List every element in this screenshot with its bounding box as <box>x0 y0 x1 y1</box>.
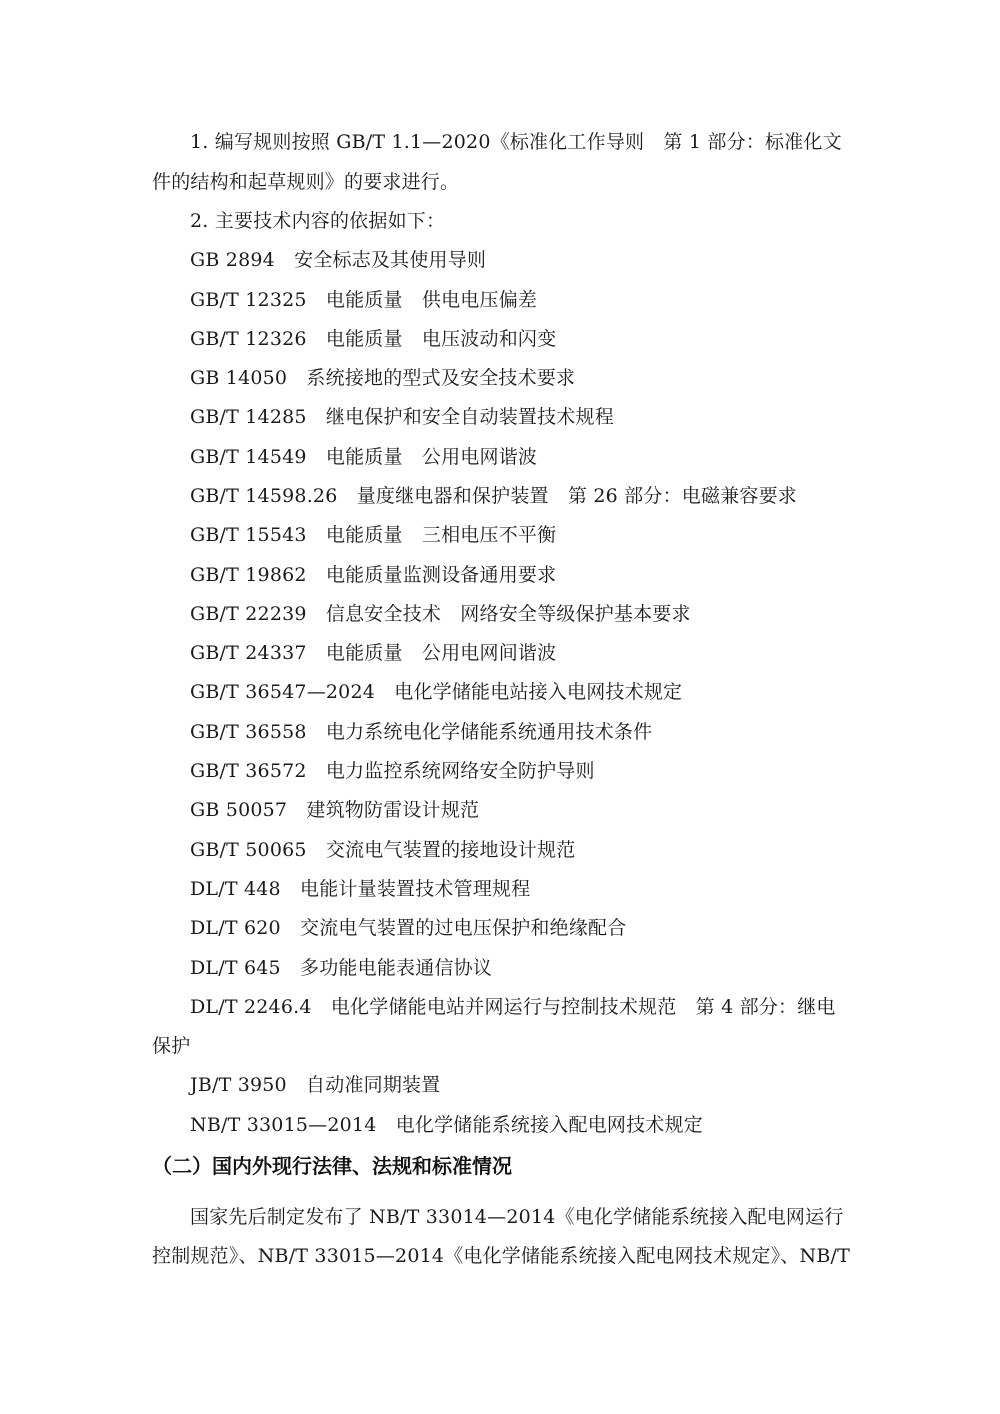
reference-item: GB/T 15543 电能质量 三相电压不平衡 <box>190 524 557 546</box>
reference-item: GB/T 22239 信息安全技术 网络安全等级保护基本要求 <box>190 603 691 625</box>
reference-item: GB 50057 建筑物防雷设计规范 <box>190 799 480 821</box>
reference-item: GB 2894 安全标志及其使用导则 <box>190 249 487 271</box>
reference-item: GB 14050 系统接地的型式及安全技术要求 <box>190 367 576 389</box>
reference-item: GB/T 12326 电能质量 电压波动和闪变 <box>190 328 557 350</box>
reference-item: GB/T 36558 电力系统电化学储能系统通用技术条件 <box>190 721 653 743</box>
reference-item-wrapped-line-2: 保护 <box>152 1035 191 1057</box>
reference-item: DL/T 448 电能计量装置技术管理规程 <box>190 878 531 900</box>
reference-item: GB/T 14549 电能质量 公用电网谐波 <box>190 446 538 468</box>
reference-item: JB/T 3950 自动准同期装置 <box>190 1074 441 1096</box>
reference-item: GB/T 14285 继电保护和安全自动装置技术规程 <box>190 406 614 428</box>
reference-item: GB/T 24337 电能质量 公用电网间谐波 <box>190 642 557 664</box>
reference-item: GB/T 36572 电力监控系统网络安全防护导则 <box>190 760 595 782</box>
reference-item-wrapped-line-1: DL/T 2246.4 电化学储能电站并网运行与控制技术规范 第 4 部分：继电 <box>190 996 836 1018</box>
reference-item: DL/T 620 交流电气装置的过电压保护和绝缘配合 <box>190 917 627 939</box>
intro-item-1-line-2: 件的结构和起草规则》的要求进行。 <box>152 171 460 193</box>
reference-item: GB/T 36547—2024 电化学储能电站接入电网技术规定 <box>190 681 683 703</box>
reference-item: NB/T 33015—2014 电化学储能系统接入配电网技术规定 <box>190 1114 703 1136</box>
paragraph-line-1: 国家先后制定发布了 NB/T 33014—2014《电化学储能系统接入配电网运行 <box>190 1206 844 1228</box>
reference-item: GB/T 14598.26 量度继电器和保护装置 第 26 部分：电磁兼容要求 <box>190 485 797 507</box>
reference-item: GB/T 50065 交流电气装置的接地设计规范 <box>190 839 576 861</box>
intro-item-1-line-1: 1. 编写规则按照 GB/T 1.1—2020《标准化工作导则 第 1 部分：标准化文 <box>190 131 842 153</box>
reference-item: GB/T 12325 电能质量 供电电压偏差 <box>190 289 538 311</box>
reference-item: DL/T 645 多功能电能表通信协议 <box>190 957 493 979</box>
reference-item: GB/T 19862 电能质量监测设备通用要求 <box>190 564 557 586</box>
section-heading: （二）国内外现行法律、法规和标准情况 <box>152 1154 512 1178</box>
paragraph-line-2: 控制规范》、NB/T 33015—2014《电化学储能系统接入配电网技术规定》、NB/T <box>152 1245 850 1267</box>
intro-item-2: 2. 主要技术内容的依据如下： <box>190 210 446 232</box>
